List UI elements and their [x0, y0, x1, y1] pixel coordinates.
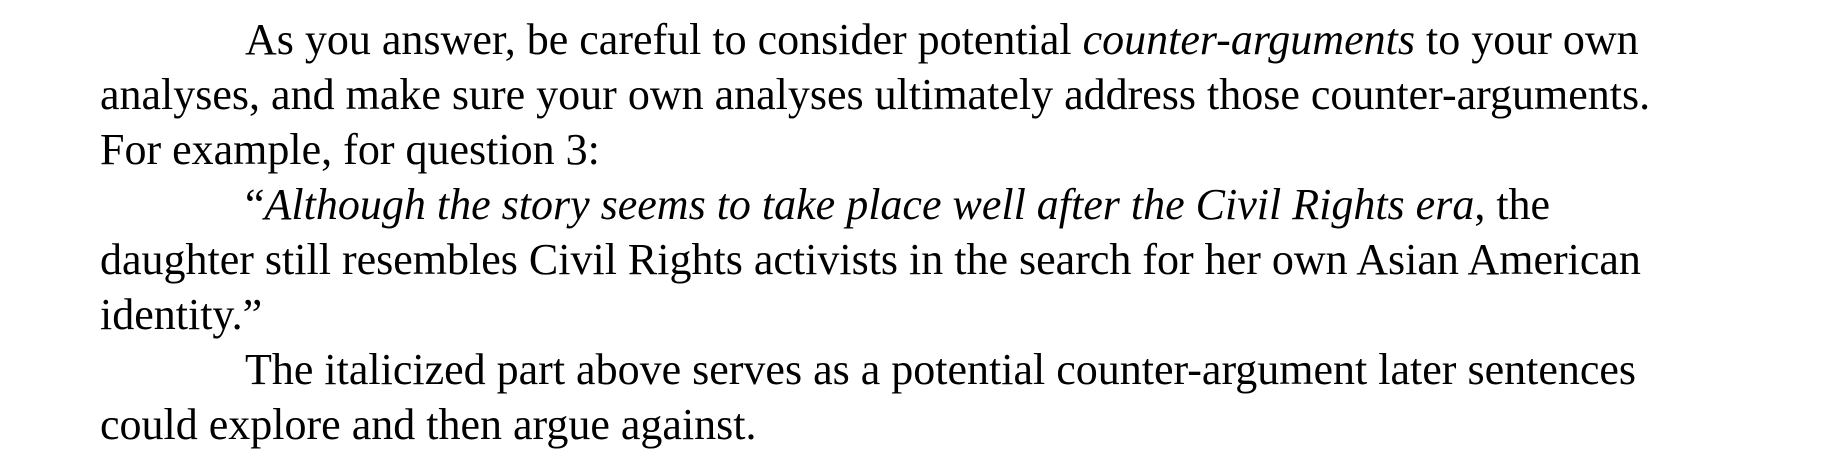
- italic-counter-argument-quote: Although the story seems to take place well after the Civil Rights era: [264, 180, 1475, 229]
- document-body: [100, 12, 1800, 452]
- explanation-text: could explore and then argue against.: [100, 400, 757, 449]
- instruction-text-end: to your own: [1414, 15, 1639, 64]
- quote-text: , the: [1474, 180, 1551, 229]
- quote-line-3: [100, 287, 1800, 342]
- paragraph-explanation-line-1: [100, 342, 1800, 397]
- paragraph-explanation-line-2: [100, 397, 1800, 452]
- quote-line-2: [100, 232, 1800, 287]
- paragraph-example-label: [100, 122, 1800, 177]
- example-text: For example, for question 3:: [100, 125, 600, 174]
- paragraph-instruction-line-2: [100, 67, 1800, 122]
- instruction-text: As you answer, be careful to consider potential: [245, 15, 1083, 64]
- italic-counter-arguments: counter-arguments: [1082, 15, 1415, 64]
- quote-text: identity.”: [100, 290, 263, 339]
- quote-text: daughter still resembles Civil Rights activists in the search for her own Asian American: [100, 235, 1641, 284]
- instruction-text: analyses, and make sure your own analyses ultimately address those counter-arguments.: [100, 70, 1651, 119]
- explanation-text: The italicized part above serves as a potential counter-argument later sentences: [245, 345, 1637, 394]
- quote-open-mark: “: [245, 180, 265, 229]
- quote-line-1: [100, 177, 1800, 232]
- paragraph-instruction-line-1: [100, 12, 1800, 67]
